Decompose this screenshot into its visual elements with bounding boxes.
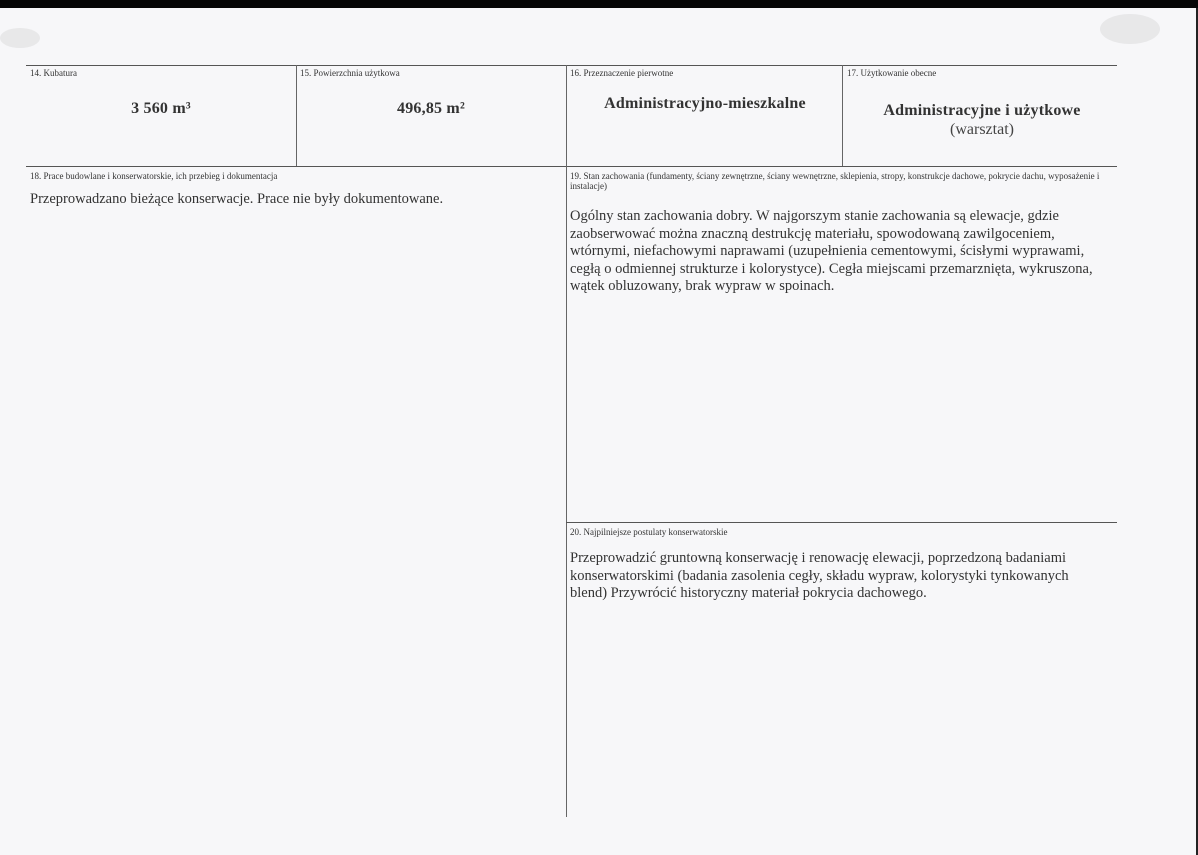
field-17-value: Administracyjne i użytkowe [883,102,1081,119]
scan-smudge [1100,14,1160,44]
field-14-label: 14. Kubatura [30,68,77,78]
field-19-label: 19. Stan zachowania (fundamenty, ściany zewnętrzne, ściany wewnętrzne, sklepienia, stropy, konstrukcje dachowe, pokrycie dachu, wyposażenie i instalacje) [570,171,1100,191]
column-divider-main [566,65,567,817]
field-15-value: 496,85 m² [397,100,465,117]
field-20-label: 20. Najpilniejsze postulaty konserwatorskie [570,527,728,537]
column-divider [842,65,843,166]
section-divider [566,522,1117,523]
field-16-value: Administracyjno-mieszkalne [604,95,806,112]
field-18-text: Przeprowadzano bieżące konserwacje. Prace nie były dokumentowane. [30,191,444,207]
scan-smudge [0,28,40,48]
column-divider [296,65,297,166]
field-17-label: 17. Użytkowanie obecne [847,68,937,78]
field-14-value: 3 560 m³ [131,100,191,117]
top-border [26,65,1117,66]
field-20-text: Przeprowadzić gruntowną konserwację i renowację elewacji, poprzedzoną badaniami konserwatorskimi (badania zasolenia cegły, składu wypraw, kolorystyki tynkowanych blend) Przywrócić historyczny materiał pokrycia dachowego. [570,550,1069,601]
field-16-label: 16. Przeznaczenie pierwotne [570,68,674,78]
field-15-label: 15. Powierzchnia użytkowa [300,68,400,78]
field-19-text: Ogólny stan zachowania dobry. W najgorszym stanie zachowania są elewacje, gdzie zaobserwować można znaczną destrukcję materiału, spowodowaną zawilgoceniem, wtórnymi, niefachowymi naprawami (uzupełnienia cementowymi, ścisłymi wyprawami, cegłą o odmiennej strukturze i kolorystyce). Cegła miejscami przemarznięta, wykruszona, wątek obluzowany, brak wypraw w spoinach. [570,208,1093,294]
field-17-note: (warsztat) [950,121,1014,138]
document-page [0,8,1198,855]
field-18-label: 18. Prace budowlane i konserwatorskie, ich przebieg i dokumentacja [30,171,278,181]
row-divider [26,166,1117,167]
